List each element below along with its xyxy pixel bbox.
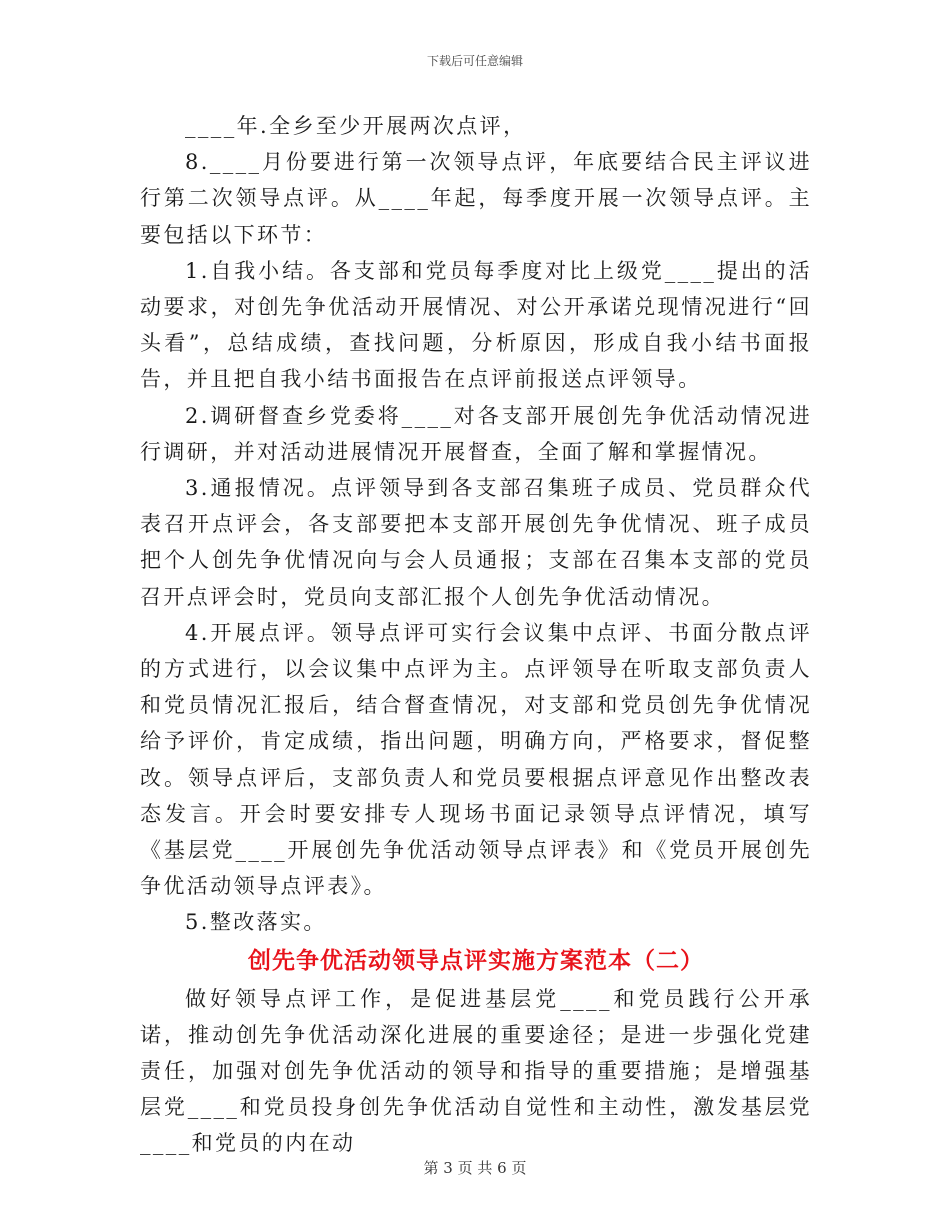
paragraph-item-8: 8.____月份要进行第一次领导点评，年底要结合民主评议进行第二次领导点评。从____年起，每季度开展一次领导点评。主要包括以下环节： (140, 150, 812, 247)
section-title: 创先争优活动领导点评实施方案范本（二） (248, 946, 704, 974)
page-header-note: 下载后可任意编辑 (426, 54, 523, 68)
paragraph-step-3: 3.通报情况。点评领导到各支部召集班子成员、党员群众代表召开点评会，各支部要把本支部开展创先争优情况、班子成员把个人创先争优情况向与会人员通报；支部在召集本支部的党员召开点评会时，党员向支部汇报个人创先争优活动情况。 (140, 476, 812, 609)
paragraph-intro: 做好领导点评工作，是促进基层党____和党员践行公开承诺，推动创先争优活动深化进展的重要途径；是进一步强化党建责任，加强对创先争优活动的领导和指导的重要措施；是增强基层党____和党员投身创先争优活动自觉性和主动性，激发基层党____和党员的内在动 (140, 986, 812, 1156)
document-body (140, 108, 812, 1162)
paragraph-step-5: 5.整改落实。 (185, 910, 327, 935)
paragraph-step-1: 1.自我小结。各支部和党员每季度对比上级党____提出的活动要求，对创先争优活动开展情况、对公开承诺兑现情况进行“回头看”，总结成绩，查找问题，分析原因，形成自我小结书面报告，并且把自我小结书面报告在点评前报送点评领导。 (140, 258, 812, 392)
paragraph-step-2: 2.调研督查乡党委将____对各支部开展创先争优活动情况进行调研，并对活动进展情况开展督查，全面了解和掌握情况。 (140, 403, 812, 464)
paragraph-step-4: 4.开展点评。领导点评可实行会议集中点评、书面分散点评的方式进行，以会议集中点评为主。点评领导在听取支部负责人和党员情况汇报后，结合督查情况，对支部和党员创先争优情况给予评价，肯定成绩，指出问题，明确方向，严格要求，督促整改。领导点评后，支部负责人和党员要根据点评意见作出整改表态发言。开会时要安排专人现场书面记录领导点评情况，填写《基层党____开展创先争优活动领导点评表》和《党员开展创先争优活动领导点评表》。 (140, 620, 812, 899)
paragraph-year-line: ____年.全乡至少开展两次点评， (185, 114, 527, 138)
page-indicator: 第 3 页 共 6 页 (423, 1159, 527, 1177)
